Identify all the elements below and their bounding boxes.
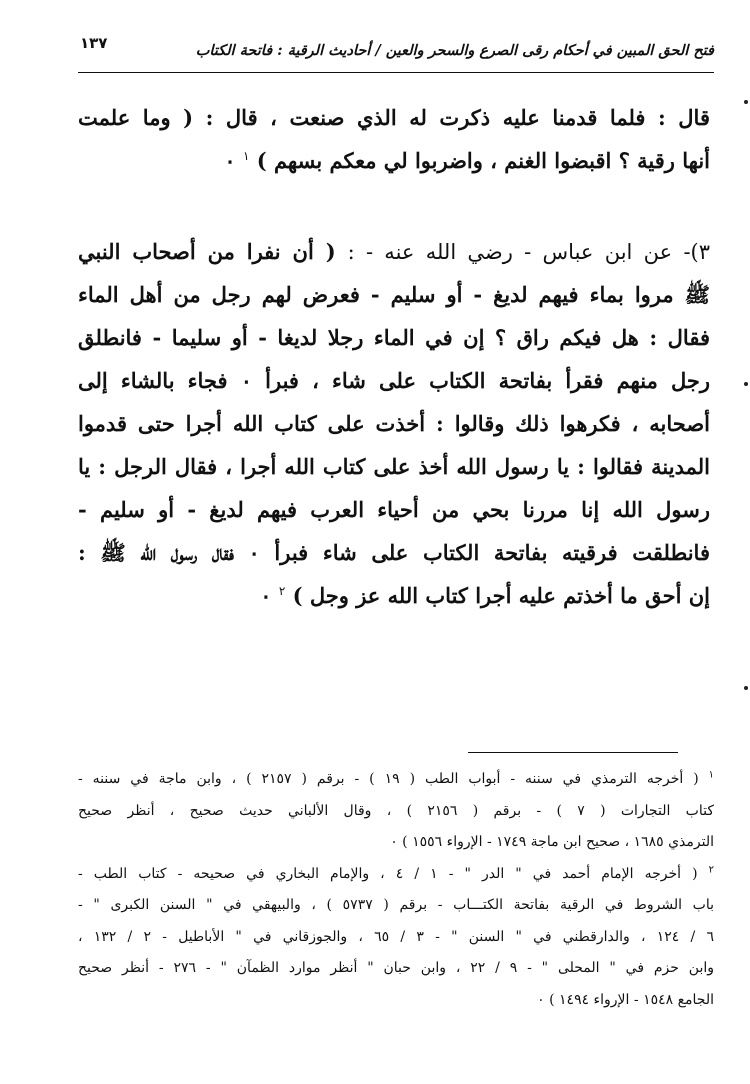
footnote-line: الجامع ١٥٤٨ - الإرواء ١٤٩٤ ) ٠ (537, 991, 714, 1008)
text-line: قال : فلما قدمنا عليه ذكرت له الذي صنعت ، قال : ( وما علمت (78, 105, 710, 130)
footnote-ref: ١ (242, 149, 250, 163)
scan-mark (744, 382, 748, 386)
text-line (78, 574, 710, 617)
text-line (78, 230, 710, 273)
text-line: فانطلقت فرقيته بفاتحة الكتاب على شاء فبرأ ٠ فقال رسول الله ﷺ : (78, 540, 710, 565)
footnote-ref: ٢ (278, 584, 286, 598)
footnote-line (78, 859, 714, 891)
text-line-content: أنها رقية ؟ اقبضوا الغنم ، واضربوا لي معكم بسهم ) (256, 148, 710, 173)
text-line-content: إن أحق ما أخذتم عليه أجرا كتاب الله عز وجل ) (292, 583, 710, 608)
text-line: فقال : هل فيكم راق ؟ إن في الماء رجلا لديغا - أو سليما - فانطلق (78, 325, 710, 350)
running-title: فتح الحق المبين في أحكام رقى الصرع والسحر والعين / أحاديث الرقية : فاتحة الكتاب (195, 42, 714, 59)
text-line: ﷺ مروا بماء فيهم لديغ - أو سليم - فعرض لهم رجل من أهل الماء (78, 282, 710, 307)
footnote-line (78, 764, 714, 796)
text-line: المدينة فقالوا : يا رسول الله أخذ على كتاب الله أجرا ، فقال الرجل : يا (78, 454, 710, 479)
scan-mark (744, 100, 748, 104)
footnote-line: الترمذي ١٦٨٥ ، صحيح ابن ماجة ١٧٤٩ - الإرواء ١٥٥٦ ) ٠ (390, 834, 714, 850)
text-line (78, 139, 710, 182)
text-line: أصحابه ، فكرهوا ذلك وقالوا : أخذت على كتاب الله أجرا حتى قدموا (78, 411, 710, 436)
footnote-separator (468, 752, 678, 753)
footnote-number: ٢ (708, 863, 714, 875)
footnote-line: وابن حزم في " المحلى " - ٩ / ٢٢ ، وابن حبان " أنظر موارد الظمآن " - ٢٧٦ - أنظر صحيح (78, 960, 714, 976)
text-line: رسول الله إنا مررنا بحي من أحياء العرب فيهم لديغ - أو سليم - (78, 497, 710, 522)
text-line: رجل منهم فقرأ بفاتحة الكتاب على شاء ، فبرأ ٠ فجاء بالشاء إلى (78, 368, 710, 393)
footnote-text: ( أخرجه الترمذي في سننه - أبواب الطب ( ١٩ ) - برقم ( ٢١٥٧ ) ، وابن ماجة في سننه - (78, 771, 699, 787)
page-header (78, 30, 714, 80)
header-rule (78, 72, 714, 73)
hadith-intro: ٣)- عن ابن عباس - رضي الله عنه - : (347, 240, 711, 264)
footnote-number: ١ (708, 769, 714, 781)
footnote-line: كتاب التجارات ( ٧ ) - برقم ( ٢١٥٦ ) ، وقال الألباني حديث صحيح ، أنظر صحيح (78, 802, 714, 819)
footnote-line: ٦ / ١٢٤ ، والدارقطني في " السنن " - ٣ / ٦٥ ، والجوزقاني في " الأباطيل - ٢ / ١٣٢ ، (78, 928, 714, 945)
sentence-end: ٠ (224, 148, 236, 173)
paragraph-1 (78, 96, 710, 182)
sentence-end: ٠ (260, 583, 272, 608)
footnotes (78, 764, 714, 1016)
page-number: ١٣٧ (80, 34, 108, 52)
footnote-line: باب الشروط في الرقية بفاتحة الكتـــاب - برقم ( ٥٧٣٧ ) ، والبيهقي في " السنن الكبرى " - (78, 897, 714, 913)
paragraph-2 (78, 230, 710, 617)
hadith-text: ( أن نفرا من أصحاب النبي (78, 239, 336, 264)
footnote-text: ( أخرجه الإمام أحمد في " الدر " - ١ / ٤ ، والإمام البخاري في صحيحه - كتاب الطب - (78, 865, 698, 882)
scan-mark (744, 686, 748, 690)
